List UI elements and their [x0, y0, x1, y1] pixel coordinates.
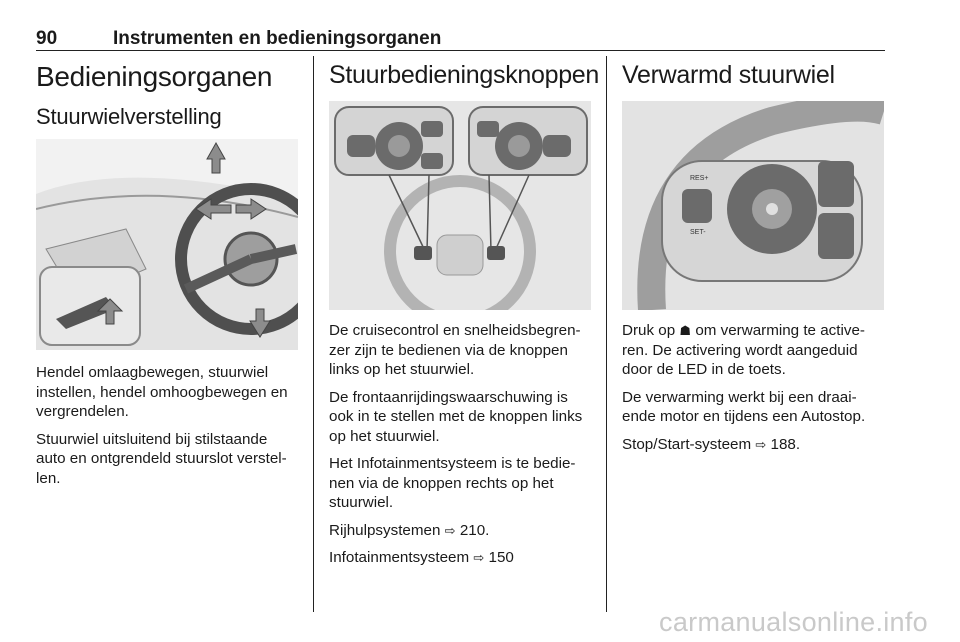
left-paragraph: Stuurwiel uitsluitend bij stilstaande auto en ontgrendeld stuurslot verstel-len. [36, 430, 287, 487]
column-divider-left [313, 56, 314, 612]
res-plus-label: RES+ [690, 175, 709, 182]
heated-wheel-icon: ☗ [679, 323, 692, 338]
right-paragraph: De verwarming werkt bij een draai-ende motor en tijdens een Autostop. [622, 388, 866, 425]
chapter-title: Instrumenten en bedieningsorganen [113, 28, 442, 49]
page-ref-arrow-icon: ⇨ [444, 522, 456, 538]
reference-infotainment: Infotainmentsysteem ⇨ 150 [329, 549, 514, 566]
set-minus-label: SET- [690, 229, 706, 236]
left-body-text [36, 363, 300, 496]
page-ref-arrow-icon: ⇨ [755, 436, 767, 452]
middle-paragraph: De cruisecontrol en snelheidsbegren-zer zijn te bedienen via de knoppen links op het stuurwiel. [329, 322, 581, 378]
page-header [36, 28, 885, 51]
reference-rijhulpsystemen: Rijhulpsystemen ⇨ 210. [329, 521, 490, 539]
page-number: 90 [36, 28, 58, 49]
middle-paragraph: De frontaanrijdingswaarschuwing is ook in te stellen met de knoppen links op het stuurwiel. [329, 388, 583, 445]
page-ref-arrow-icon: ⇨ [473, 550, 485, 565]
right-body-text [622, 321, 886, 462]
middle-title: Stuurbedieningsknoppen [329, 61, 600, 89]
watermark: carmanualsonline.info [659, 607, 928, 637]
left-paragraph: Hendel omlaagbewegen, stuurwiel instellen, hendel omhoogbewegen en vergrendelen. [36, 364, 288, 420]
heated-steering-wheel-figure [622, 101, 884, 310]
subsection-title: Stuurwielverstelling [36, 104, 222, 129]
middle-paragraph: Het Infotainmentsysteem is te bedie-nen via de knoppen rechts op het stuurwiel. [329, 455, 576, 511]
right-title: Verwarmd stuurwiel [622, 61, 835, 89]
reference-stop-start: Stop/Start-systeem ⇨ 188. [622, 435, 801, 453]
section-title: Bedieningsorganen [36, 61, 273, 92]
steering-column-adjust-figure [36, 139, 298, 350]
right-paragraph-activate: Druk op ☗ om verwarming te active-ren. De activering wordt aangeduid door de LED in de toets. [622, 322, 865, 378]
middle-body-text [329, 321, 595, 576]
steering-wheel-controls-figure [329, 101, 591, 310]
column-divider-right [606, 56, 607, 612]
